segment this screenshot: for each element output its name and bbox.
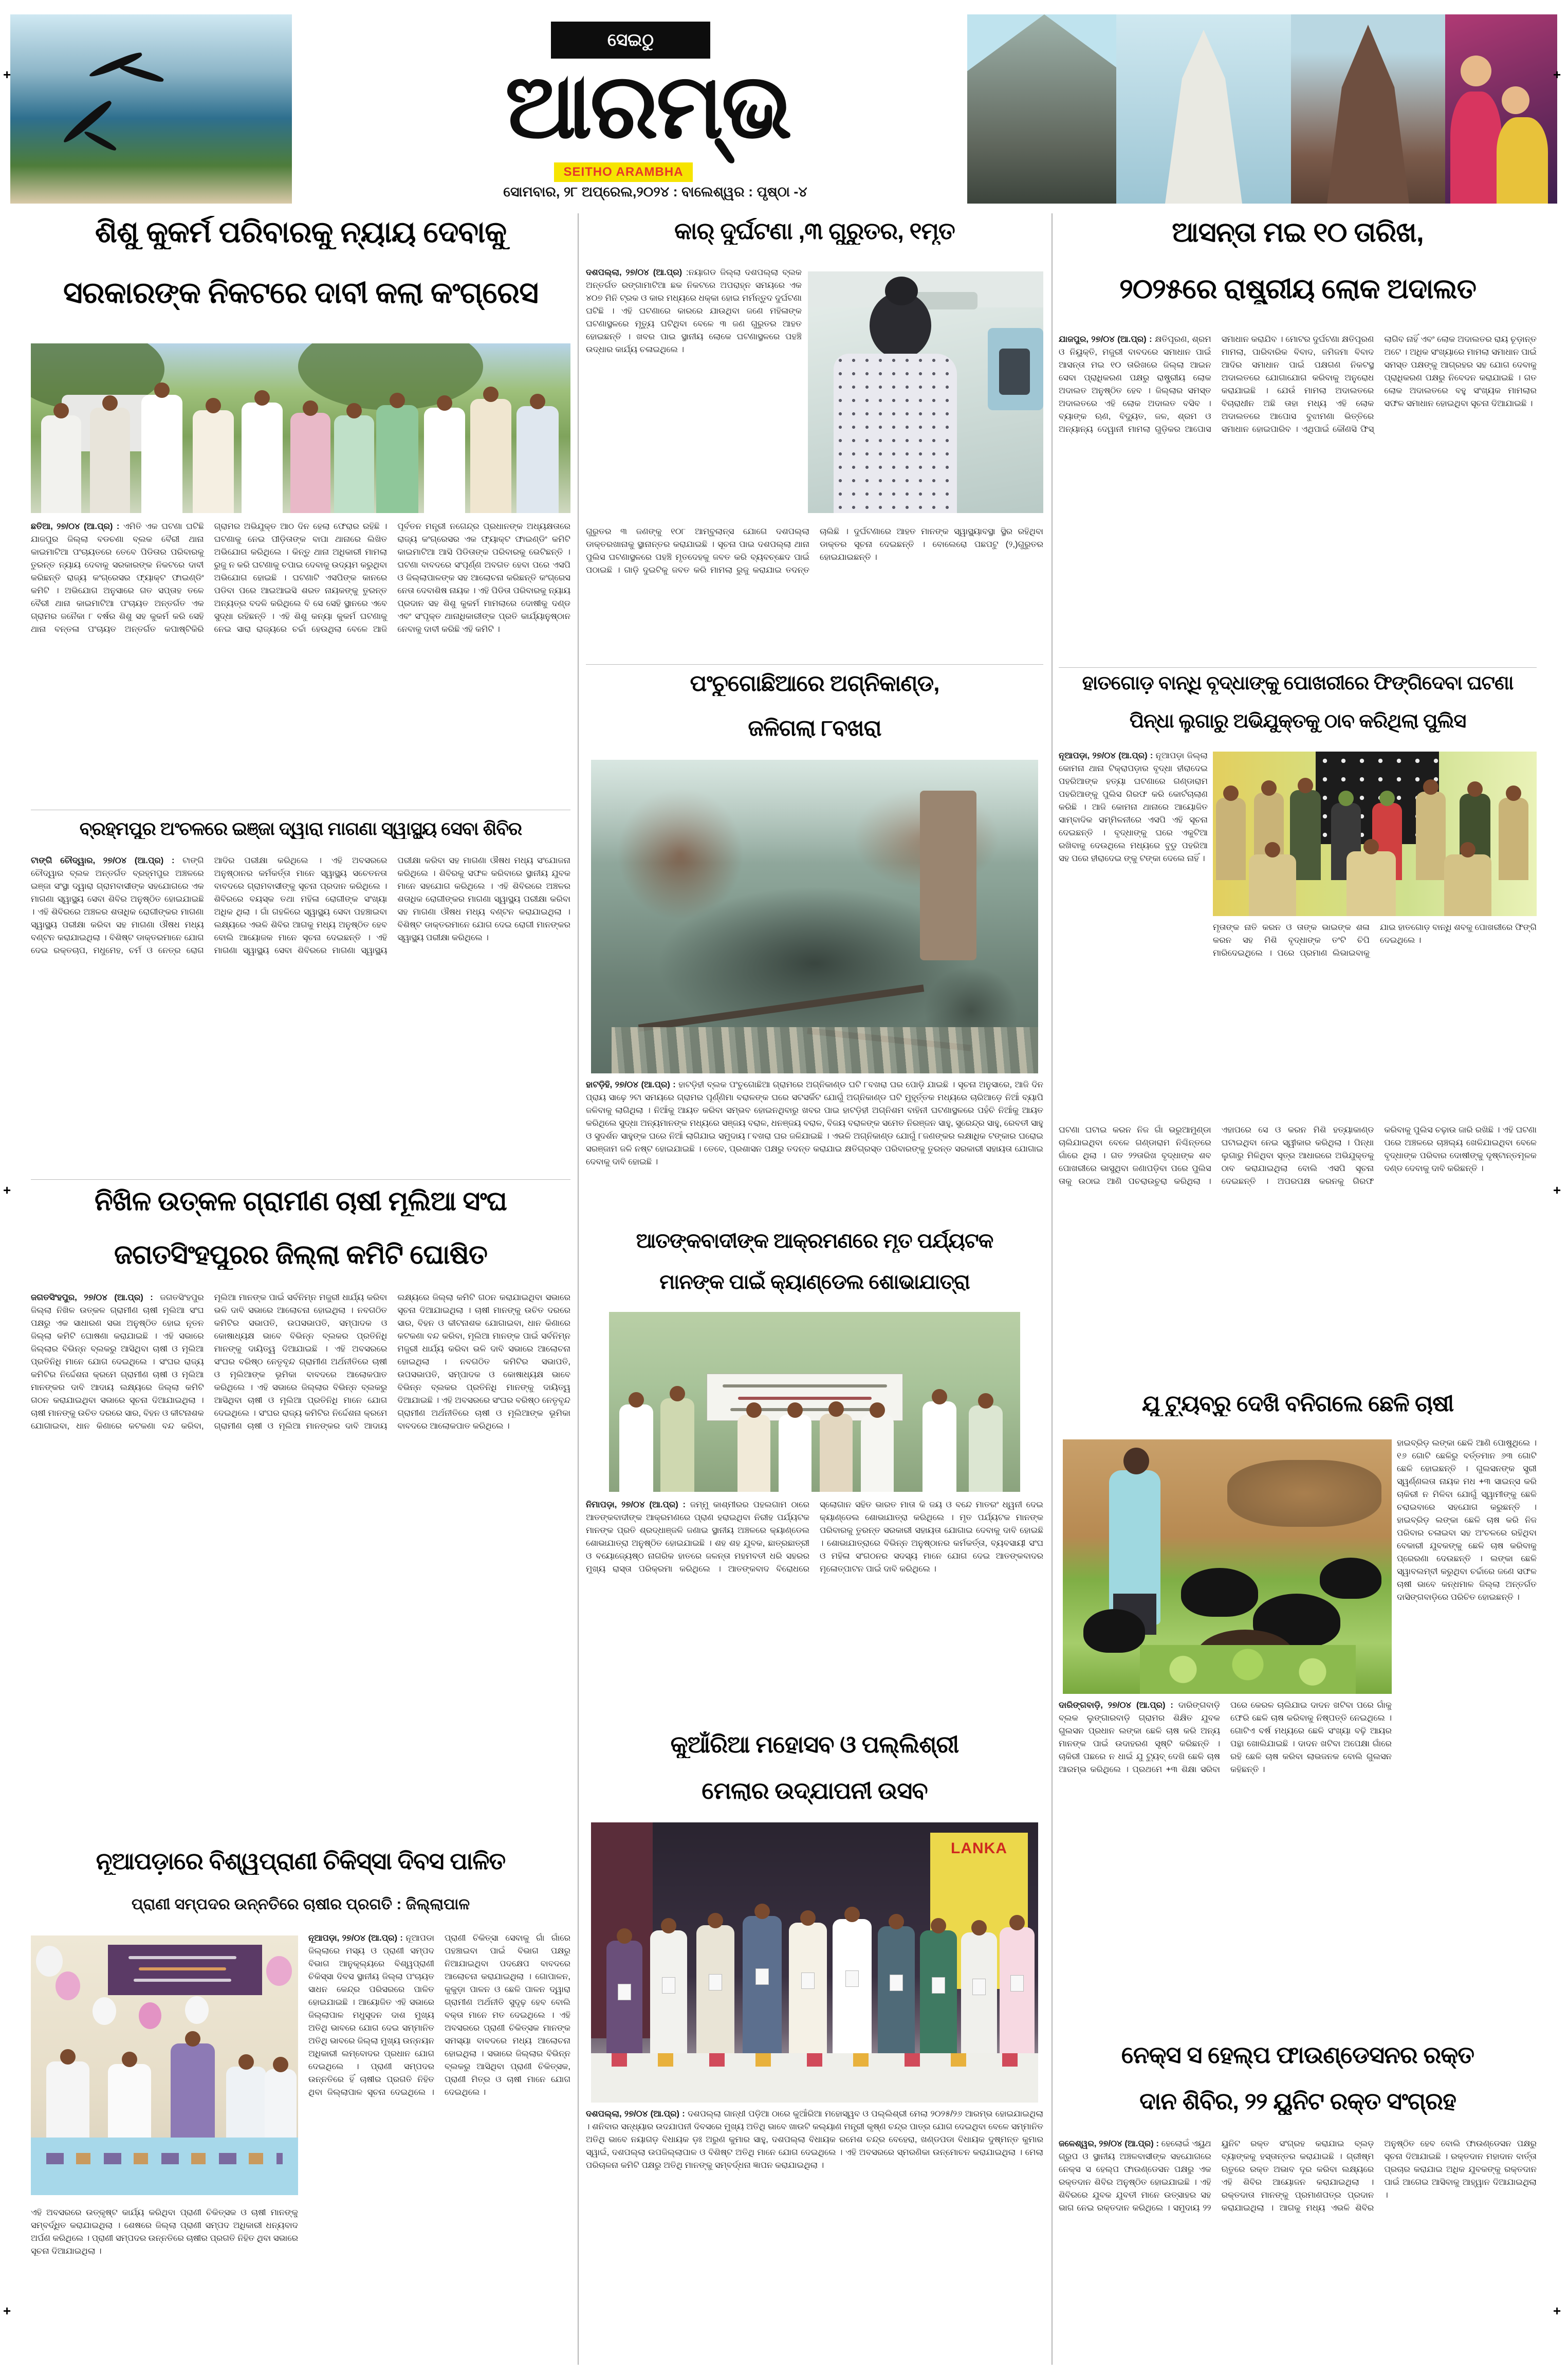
headline-congress-line1: ଶିଶୁ କୁକର୍ମ ପରିବାରକୁ ନ୍ୟାୟ ଦେବାକୁ: [95, 216, 507, 249]
subhead-vet-day: ପ୍ରାଣୀ ସମ୍ପଦର ଉନ୍ନତିରେ ଚାଷୀର ପ୍ରଗତି : ଜିଲ୍ଲାପାଳ: [131, 1896, 470, 1913]
person-figure: [516, 406, 559, 513]
person-figure: [606, 1941, 642, 2054]
body-text: ହାଟଡ଼ିହୀ ବ୍ଲକ ପଂଚୁଗୋଛିଆ ଗ୍ରାମରେ ଅଗ୍ନିକାଣ୍ଡ ଘଟି ୮ବଖରା ଘର ପୋଡ଼ି ଯାଇଛି । ସୂଚନା ଅନୁସାରେ, ଆଜି ଦିନ ପ୍ରାୟ ସାଢ଼େ ୨ଟା ସମୟରେ ଗ୍ରାମର ପୂର୍ଣ୍ଣିମା ବରାଳଙ୍କ ଘରେ ସଟସର୍କିଟ ଯୋଗୁଁ ଅଗ୍ନିକାଣ୍ଡ ଘଟି ମୁହୂର୍ତ୍ତକ ମଧ୍ୟରେ ଚାରିଆଡ଼େ ନିଆଁ ବ୍ୟାପି ଜଳିବାକୁ ଲାଗିଥିଲା । ନିଆଁକୁ ଆୟତ କରିବା ସମ୍ଭବ ହୋଇନଥିବାରୁ ଖବର ପାଇ ହାଟଡ଼ିହୀ ଅଗ୍ନିଶମ ବାହିନୀ ଘଟଣାସ୍ଥଳରେ ପହଁଚି ନିଆଁକୁ ଆୟତ କରିଥିଲେ ସୁଦ୍ଧା ଅନ୍ୟମାନଙ୍କ ମଧ୍ୟରେ ସଞ୍ଜୟ ବରାଳ, ଧନଞ୍ଜୟ ବରାଳ, ବିଜୟ ବରାଳଙ୍କ ସମେତ ନିରଞ୍ଜନ ସାହୁ, ସୁରେନ୍ଦ୍ର ସାହୁ, ରେବତୀ ସାହୁ ଓ ସୁଦର୍ଶନ ସାହୁଙ୍କ ଘରେ ନିଆଁ ଲାଗିଯାଇ ସମୁଦାୟ ୮ବଖରା ଘର ଜଳିଯାଇଛି । ଏଭଳି ଅଗ୍ନିକାଣ୍ଡ ଯୋଗୁଁ ୮ଜଣଙ୍କର ଲକ୍ଷାଧିକ ଟଙ୍କାର ଘରୋଇ ସରଞ୍ଜାମ ଜଳି ନଷ୍ଟ ହୋଇଯାଇଛି । ତେବେ, ପ୍ରଶାସନ ପକ୍ଷରୁ ତଦନ୍ତ କରାଯାଇ କ୍ଷତିଗ୍ରସ୍ତ ପରିବାରଙ୍କୁ ତୁରନ୍ତ ସରକାରୀ ସହାୟତା ଯୋଗାଇ ଦେବାକୁ ଦାବି ହୋଇଛି ।: [586, 1080, 1043, 1166]
seated-officer: [1444, 854, 1491, 916]
body-text: ଦଶପଲ୍ଲା ଗାନ୍ଧୀ ପଡ଼ିଆ ଠାରେ କୁଆଁରିଆ ମହୋସ୍ୱବ ଓ ପଲ୍ଲିଶ୍ରୀ ମେଲା ୨୦୨୫/୨୬ ଆରମ୍ଭ ହୋଇଯାଇଥିଲା । ଶନିବାର ସନ୍ଧ୍ୟାର ଉଦଯାପନୀ ଦିବସରେ ମୁଖ୍ୟ ଅତିଥି ଭାବେ ଖାଉଟି କଲ୍ୟାଣ ମନ୍ତ୍ରୀ କୃଷ୍ଣ ଚନ୍ଦ୍ର ପାତ୍ର ଯୋଗ ଦେଇଥିବା ବେଳେ ସମ୍ମାନିତ ଅତିଥି ଭାବେ ନୟାଗଡ଼ ବିଧାୟକ ଡ଼ଃ ଅରୁଣ କୁମାର ସାହୁ, ଦଶପଲ୍ଲା ବିଧାୟକ ରମେଶ ଚନ୍ଦ୍ର ବେହେରା, ଖଣ୍ଡପଡା ବିଧାୟକ ଦୁଷ୍ମନ୍ତ କୁମାର ସ୍ୱାଇଁ, ଦଶପଲ୍ଲା ଉପଜିଲ୍ଲାପାଳ ଓ ବିଶିଷ୍ଟ ଅତିଥି ମାନେ ଯୋଗ ଦେଇଥିଲେ । ଏହି ଅବସରରେ ସ୍ମରଣିକା ଉନ୍ମୋଚନ କରାଯାଇଥିଲା । ମେଲା ପରିଚାଳନା କମିଟି ପକ୍ଷରୁ ଅତିଥି ମାନଙ୍କୁ ସମ୍ବର୍ଦ୍ଧନା ଜ୍ଞାପନ କରାଯାଇଥିଲା ।: [586, 2109, 1043, 2170]
person-figure: [789, 1923, 827, 2054]
wall-pillar: [920, 791, 976, 960]
headline-murder-line1: ହାତଗୋଡ଼ ବାନ୍ଧି ବୃଦ୍ଧାଙ୍କୁ ପୋଖରୀରେ ଫିଙ୍ଗିଦେବା ଘଟଣା: [1082, 672, 1514, 694]
masthead-tagline-text: SEITHO ARAMBHA: [563, 165, 684, 179]
article-vet-day-body: [308, 1932, 570, 2366]
souvenir-book: [932, 1977, 945, 1994]
headline-mela-line1: କୁଆଁରିଆ ମହୋସବ ଓ ପଲ୍ଲିଶ୍ରୀ: [670, 1731, 959, 1758]
flower-bouquets: [612, 2053, 1018, 2067]
byline: ନିମାପଡ଼ା, ୨୭/୦୪ (ଆ.ପ୍ର) :: [586, 1500, 690, 1509]
banner: [108, 1945, 262, 1995]
headline-adalat-line1: ଆସନ୍ତା ମଇ ୧୦ ତାରିଖ,: [1172, 217, 1424, 248]
photo-candle-march: [609, 1312, 1020, 1492]
bird-icon: [61, 99, 114, 145]
person-figure: [424, 408, 465, 513]
souvenir-book: [890, 1975, 903, 1991]
dancer-dress: [1450, 92, 1502, 204]
person-figure: [920, 1930, 957, 2054]
person-figure: [833, 1919, 872, 2054]
photo-burnt-house: [591, 760, 1038, 1073]
photo-goat-farmer: [1063, 1439, 1392, 1694]
person-figure: [242, 403, 283, 513]
person-figure: [779, 1415, 811, 1492]
article-murder-bodyA: [1213, 921, 1537, 1119]
article-goat-body: [1059, 1699, 1392, 2033]
temple-photo: [1291, 14, 1445, 204]
goat: [1083, 1609, 1145, 1653]
person-figure: [41, 415, 81, 513]
masthead-topper-text: ସେଇଠୁ: [607, 30, 654, 50]
headline-fire-line1: ପଂଚୁଗୋଛିଆରେ ଅଗ୍ନିକାଣ୍ଡ,: [690, 671, 939, 696]
patient-woman-body: [834, 354, 957, 513]
headline-congress-line2: ସରକାରଙ୍କ ନିକଟରେ ଦାବୀ କଲା କଂଗ୍ରେସ: [63, 277, 539, 309]
byline: ନୂଆପଡ଼ା, ୨୭/୦୪ (ଆ.ପ୍ର) :: [1059, 751, 1156, 760]
person-figure: [619, 1404, 653, 1492]
headline-goat-farmer: ଯୁ ଟ୍ୟୁବ୍ରୁ ଦେଖି ବନିଗଲେ ଛେଳି ଚାଷୀ: [1141, 1391, 1454, 1416]
charred-beam: [638, 984, 924, 1032]
debris: [612, 1027, 1038, 1073]
registration-mark: +: [1553, 2303, 1561, 2318]
balloon: [56, 1971, 80, 2000]
article-vet-day-body-bottom: [31, 2206, 298, 2361]
souvenir-book: [845, 1970, 859, 1987]
body-text: ଟାଙ୍ଗି ଚୌଦ୍ୱାର ବ୍ଲକ ଅନ୍ତର୍ଗତ ବ୍ରହ୍ମପୁର ଅଞ୍ଚଳରେ ଇଞ୍ଜା ସଂସ୍ଥା ଦ୍ୱାରା ଗ୍ରାମବାସୀଙ୍କ ସହଯୋଗରେ ଏକ ମାଗଣା ସ୍ୱାସ୍ଥ୍ୟ ସେବା ଶିବିର ଅନୁଷ୍ଠିତ ହୋଇଯାଇଛି । ଏହି ଶିବିରରେ ଅଞ୍ଚଳର ଶତାଧିକ ରୋଗୀଙ୍କର ମାଗଣା ସ୍ୱାସ୍ଥ୍ୟ ପରୀକ୍ଷା କରିବା ସହ ମାଗଣା ଔଷଧ ମଧ୍ୟ ବଣ୍ଟନ କରାଯାଇଥିଲା । ବିଶିଷ୍ଟ ଡାକ୍ତରମାନେ ଯୋଗ ଦେଇ ରକ୍ତଚାପ, ମଧୁମେହ, ଚର୍ମ ଓ ନେତ୍ର ରୋଗ ଆଦିର ପରୀକ୍ଷା କରିଥିଲେ । ଏହି ଅବସରରେ ଅନୁଷ୍ଠାନର କର୍ମକର୍ତ୍ତା ମାନେ ସ୍ୱାସ୍ଥ୍ୟ ସଚେତନତା ବାବଦରେ ଗ୍ରାମବାସୀଙ୍କୁ ସୂଚନା ପ୍ରଦାନ କରିଥିଲେ । ଶିବିରରେ ବୟସ୍କ ତଥା ମହିଳା ରୋଗୀଙ୍କ ସଂଖ୍ୟା ଅଧିକ ଥିଲା । ଗାଁ ଗହଳିରେ ସ୍ୱାସ୍ଥ୍ୟ ସେବା ପହଞ୍ଚାଇବା ଲକ୍ଷ୍ୟରେ ଏଭଳି ଶିବିର ଆଗକୁ ମଧ୍ୟ ଅନୁଷ୍ଠିତ ହେବ ବୋଲି ଆୟୋଜକ ମାନେ ସୂଚନା ଦେଇଛନ୍ତି । ଏହି ମାଗଣା ସ୍ୱାସ୍ଥ୍ୟ ସେବା ଶିବିରରେ ମାଗଣା ସ୍ୱାସ୍ଥ୍ୟ ପରୀକ୍ଷା କରିବା ସହ ମାଗଣା ଔଷଧ ମଧ୍ୟ ସଂଯୋଜନା କରିଥିଲେ । ଶିବିରକୁ ସଫଳ କରିବାରେ ସ୍ଥାନୀୟ ଯୁବକ ମାନେ ସହଯୋଗ କରିଥିଲେ । ଏହି ଶିବିରରେ ଅଞ୍ଚଳର ଶତାଧିକ ରୋଗୀଙ୍କର ମାଗଣା ସ୍ୱାସ୍ଥ୍ୟ ପରୀକ୍ଷା କରିବା ସହ ମାଗଣା ଔଷଧ ମଧ୍ୟ ବଣ୍ଟନ କରାଯାଇଥିଲା । ବିଶିଷ୍ଟ ଡାକ୍ତରମାନେ ଯୋଗ ଦେଇ ରୋଗୀ ମାନଙ୍କର ସ୍ୱାସ୍ଥ୍ୟ ପରୀକ୍ଷା କରିଥିଲେ ।: [31, 856, 570, 955]
headline-fire-line2: ଜଳିଗଲା ୮ବଖରା: [748, 716, 881, 741]
person-figure: [961, 1932, 997, 2054]
person-figure: [878, 1926, 915, 2054]
person-figure: [650, 1930, 687, 2054]
byline: ଦଶପଲ୍ଲା, ୨୭/୦୪ (ଆ.ପ୍ର): [586, 268, 686, 277]
souvenir-book: [801, 1973, 815, 1989]
temple-spire: [1165, 30, 1242, 204]
balloon: [266, 1956, 292, 1986]
rocks: [1227, 1460, 1381, 1527]
newspaper-logo-text: ଆରମ୍ଭ: [505, 57, 790, 157]
person-figure: [334, 415, 374, 513]
article-car-accident-lead: [586, 266, 802, 522]
headline-farmer-union-line1: ନିଖିଳ ଉତ୍କଳ ଗ୍ରାମୀଣ ଚାଷୀ ମୂଲିଆ ସଂଘ: [95, 1186, 507, 1216]
headline-blood-line2: ଦାନ ଶିବିର, ୨୨ ୟୁନିଟ ରକ୍ତ ସଂଗ୍ରହ: [1139, 2088, 1456, 2114]
photo-vet-day-meeting: [31, 1935, 298, 2195]
article-health-camp-body: [31, 854, 570, 1174]
body-text: ଦାରିଙ୍ଗବାଡ଼ି ବ୍ଲକ ଲୁଙ୍ଗାରବାଡ଼ି ଗ୍ରାମର ଶିକ୍ଷିତ ଯୁବକ ଗୁଲସନ ପ୍ରଧାନ ଲଙ୍କା ଛେଳି ଚାଷ କରି ଅନ୍ୟ ମାନଙ୍କ ପାଇଁ ଉଦାହରଣ ସୃଷ୍ଟି କରିଛନ୍ତି । ଚାକିରୀ ପଛରେ ନ ଧାଇଁ ଯୁ ଟ୍ୟୁବ୍ ଦେଖି ଛେଳି ଚାଷ ଆରମ୍ଭ କରିଥିଲେ । ପ୍ରଥମେ +୩ ଶିକ୍ଷା ସରିବା ପରେ କେରଳ ଚାଲିଯାଇ ଦାଦନ ଖଟିବା ପରେ ଗାଁକୁ ଫେରି ଛେଳି ଚାଷ କରିବାକୁ ନିଷ୍ପତ୍ତି ନେଇଥିଲେ । ଗୋଟିଏ ବର୍ଷ ମଧ୍ୟରେ ଛେଳି ସଂଖ୍ୟା ବଢ଼ି ଆୟର ପନ୍ଥା ଖୋଲିଯାଇଛି । ଦାଦନ ଖଟିବା ଅପେକ୍ଷା ଗାଁରେ ରହି ଛେଳି ଚାଷ କରିବା ଲାଭଜନକ ବୋଲି ଗୁଲସନ କହିଛନ୍ତି ।: [1059, 1701, 1392, 1774]
person-figure: [46, 2061, 89, 2139]
seated-officer: [1249, 854, 1296, 916]
body-text: ଏହି ଅବସରରେ ଉତ୍କୃଷ୍ଟ କାର୍ଯ୍ୟ କରିଥିବା ପ୍ରାଣୀ ଚିକିତ୍ସକ ଓ ଚାଷୀ ମାନଙ୍କୁ ସମ୍ବର୍ଦ୍ଧିତ କରାଯାଇଥିଲା । ଶେଷରେ ଜିଲ୍ଲା ପ୍ରାଣୀ ସମ୍ପଦ ଅଧିକାରୀ ଧନ୍ୟବାଦ ଅର୍ପଣ କରିଥିଲେ । ପ୍ରାଣୀ ସମ୍ପଦର ଉନ୍ନତିରେ ଚାଷୀର ପ୍ରଗତି ନିହିତ ଥିବା ସଭାରେ ସୂଚନା ଦିଆଯାଇଥିଲା ।: [31, 2208, 298, 2256]
byline: ହାଟଡ଼ିହି, ୨୭/୦୪ (ଆ.ପ୍ର) :: [586, 1080, 679, 1089]
article-murder-body: [1059, 1124, 1537, 1383]
goat: [1181, 1568, 1258, 1617]
photo-mela-stage: [591, 1822, 1038, 2103]
registration-mark: +: [3, 2303, 11, 2318]
photo-ambulance-interior: [808, 271, 1043, 513]
article-congress-body: [31, 520, 570, 804]
masthead-left-photo-montage: [10, 14, 292, 204]
souvenir-book: [709, 1974, 722, 1990]
section-rule: [1059, 667, 1537, 668]
person-figure: [1000, 1927, 1035, 2054]
body-text: ଏମିତି ଏକ ଘଟଣା ଘଟିଛି ଯାଜପୁର ଜିଲ୍ଲା ବଡଚଣା ବ୍ଲକ ବୈରୀ ଥାନା କାଇମାଟିଆ ପଂଚାୟତରେ ତେବେ ପିଡିତାର ପରିବାରକୁ ତୁରନ୍ତ ନ୍ୟାୟ ଦେବାକୁ ସରକାରଙ୍କ ନିକଟରେ ଦାବୀ କରିଛନ୍ତି ରାଜ୍ୟ କଂଗ୍ରେସର ଫ୍ୟାକ୍ଟ ଫାଇଣ୍ଡିଂ କମିଟି । ଅଭିଯୋଗ ଅନୁସାରେ ଗତ ସପ୍ତାହ ତଳେ ବୈରୀ ଥାନା କାଇମାଟିଆ ପଂଚାୟତ ଅନ୍ତର୍ଗତ ଏକ ଗ୍ରାମର ଜନୈକା ୮ ବର୍ଷର ଶିଶୁ ସହ କୁକର୍ମ କରି ସେହି ଥାନା ବନ୍ତଳା ପଂଚାୟତ ଅନ୍ତର୍ଗତ କପାଷ୍ଟିକିରି ଗ୍ରାମର ଅଭିଯୁକ୍ତ ଆଠ ଦିନ ହେଲା ଫେରାର ରହିଛି । ଘଟଣାକୁ ନେଇ ପୀଡ଼ିତାଙ୍କ ବାପା ଥାନାରେ ଲିଖିତ ଅଭିଯୋଗ କରିଥିଲେ । କିନ୍ତୁ ଥାନା ଅଧିକାରୀ ମାମଲା ରୁଜୁ ନ କରି ଘଟଣାକୁ ଚପାଇ ଦେବାକୁ ଉଦ୍ୟମ କରୁଥିବା ଅଭିଯୋଗ ହୋଇଛି । ଘଟଣାଟି ଏସପିଙ୍କ କାନରେ ପଡିବା ପରେ ଆଇଆଇସି ଶରତ ନାୟକଙ୍କୁ ତୁରନ୍ତ ଅନ୍ୟତ୍ର ବଦଳି କରିଥିଲେ ବି ସେ ସେହି ସ୍ଥାନରେ ଏବେ ସୁଦ୍ଧା ରହିଛନ୍ତି । ଏହି ଶିଶୁ କନ୍ୟା କୁକର୍ମ ଘଟଣାକୁ ନେଇ ସାରା ରାଜ୍ୟରେ ଚର୍ଚ୍ଚା ହେଉଥିଲା ବେଳେ ଆଜି ପୂର୍ବତନ ମନ୍ତ୍ରୀ ନଗେନ୍ଦ୍ର ପ୍ରଧାନଙ୍କ ଅଧ୍ୟକ୍ଷତାରେ ରାଜ୍ୟ କଂଗ୍ରେସର ଏକ ଫ୍ୟାକ୍ଟ ଫାଇଣ୍ଡିଂ କମିଟି କାଇମାଟିଆ ଆସି ପିଡିତାଙ୍କ ପରିବାରକୁ ଭେଟିଛନ୍ତି । ଘଟଣା ବାବଦରେ ସଂପୂର୍ଣ୍ଣ ଅବଗତ ହେବା ପରେ ଏସପି ଓ ଜିଲ୍ଲାପାଳଙ୍କ ସହ ଆଲୋଚନା କରିଛନ୍ତି କଂଗ୍ରେସ ନେତା ଦେବାଶିଷ ନାୟକ । ଏହି ପିଡିତା ପରିବାରକୁ ନ୍ୟାୟ ପ୍ରଦାନ ସହ ଶିଶୁ କୁକର୍ମ ମାମଲାରେ ଦୋଷୀକୁ ଦଣ୍ଡ ଏବଂ ସଂପୃକ୍ତ ଥାନାଧିକାରୀଙ୍କ ପ୍ରତି କାର୍ଯ୍ୟାନୁଷ୍ଠାନ ନେବାକୁ ଦାବୀ କରିଛି ଏହି କମିଟି ।: [31, 522, 570, 634]
registration-mark: +: [1553, 67, 1561, 82]
person-figure: [290, 413, 330, 513]
byline: ନୂଆପଡ଼ା, ୨୭/୦୪ (ଆ.ପ୍ର) :: [308, 1933, 406, 1943]
bird-icon: [118, 63, 164, 84]
foliage: [1140, 1645, 1356, 1694]
stage-banner-text: LANKA: [951, 1840, 1007, 1857]
person-figure: [743, 1916, 782, 2054]
byline: ଦଶପଲ୍ଲା, ୨୭/୦୪ (ଆ.ପ୍ର) :: [586, 2109, 688, 2119]
byline: ଟାଙ୍ଗି ଚୌଦ୍ୱାର, ୨୭/୦୪ (ଆ.ପ୍ର) :: [31, 856, 183, 865]
souvenir-book: [755, 1968, 769, 1985]
body-text: :ନୟାଗଡ ଜିଲ୍ଲା ଦଶପଲ୍ଲା ବ୍ଲକ ଅନ୍ତର୍ଗତ ରଙ୍ଗାମାଟିଆ ଛକ ନିକଟରେ ଅପରାହ୍ନ ସମୟରେ ଏକ ୪୦୭ ମିନି ଟ୍ରକ ଓ କାର ମଧ୍ୟରେ ଧକ୍କା ହୋଇ ମର୍ମନ୍ତୁଦ ଦୁର୍ଘଟଣା ଘଟିଛି । ଏହି ଘଟଣାରେ କାରରେ ଯାଉଥିବା ଜଣେ ମହିଳାଙ୍କ ଘଟଣାସ୍ଥଳରେ ମୃତ୍ୟୁ ଘଟିଥିବା ବେଳେ ୩ ଜଣ ଗୁରୁତର ଆହତ ହୋଇଛନ୍ତି । ଖବର ପାଇ ସ୍ଥାନୀୟ ଲୋକେ ଘଟଣାସ୍ଥଳରେ ପହଞ୍ଚି ଉଦ୍ଧାର କାର୍ଯ୍ୟ ଚଳାଇଥିଲେ ।: [586, 268, 802, 354]
body-text: ଘଟଣା ଘଟାଇ କରନ ନିଜ ଗାଁ ଭରୁଆମୁଣ୍ଡା ଚାଲିଯାଇଥିବା ବେଳେ ଗଣ୍ଡାରାମ ନିଶ୍ଚିନ୍ତରେ ଗାଁରେ ଥିଲା । ଗତ ୨୨ତାରିଖ ବୃଦ୍ଧାଙ୍କ ଶବ ପୋଖରୀରେ ଭାସୁଥିବା ଜଣାପଡ଼ିବା ପରେ ପୁଲିସ ତାକୁ ଉଠାଇ ଆଣି ପଚରାଉଚୁରା କରିଥିଲା । ଏହାପରେ ସେ ଓ କରନ ମିଶି ହତ୍ୟାକାଣ୍ଡ ଘଟାଇଥିବା ନେଇ ସ୍ୱୀକାର କରିଥିଲା । ପିନ୍ଧା ଲୁଗାରୁ ମିଳିଥିବା ସୂତ୍ର ଆଧାରରେ ଅଭିଯୁକ୍ତକୁ ଠାବ କରାଯାଇଥିଲା ବୋଲି ଏସପି ସୂଚନା ଦେଇଛନ୍ତି । ଅପରପକ୍ଷ କରନକୁ ଗିରଫ କରିବାକୁ ପୁଲିସ ଚଢ଼ାଉ ଜାରି ରଖିଛି । ଏହି ଘଟଣା ପରେ ଅଞ୍ଚଳରେ ଚାଞ୍ଚଲ୍ୟ ଖେଳିଯାଇଥିବା ବେଳେ ବୃଦ୍ଧାଙ୍କ ପରିବାର ଦୋଷୀଙ୍କୁ ଦୃଷ୍ଟାନ୍ତମୂଳକ ଦଣ୍ଡ ଦେବାକୁ ଦାବି କରିଛନ୍ତି ।: [1059, 1125, 1537, 1186]
equipment: [999, 349, 1030, 395]
body-text: ଜଗତସିଂହପୁର ଜିଲ୍ଲା ନିଖିଳ ଉତ୍କଳ ଗ୍ରାମୀଣ ଚାଷୀ ମୂଲିଆ ସଂଘ ପକ୍ଷରୁ ଏକ ସାଧାରଣ ସଭା ଅନୁଷ୍ଠିତ ହୋଇ ନୂତନ ଜିଲ୍ଲା କମିଟି ଘୋଷଣା କରାଯାଇଛି । ଏହି ସଭାରେ ଜିଲ୍ଲାର ବିଭିନ୍ନ ବ୍ଲକରୁ ଆସିଥିବା ଚାଷୀ ଓ ମୂଲିଆ ପ୍ରତିନିଧି ମାନେ ଯୋଗ ଦେଇଥିଲେ । ସଂଘର ରାଜ୍ୟ କମିଟିର ନିର୍ଦ୍ଦେଶନା କ୍ରମେ ଗ୍ରାମୀଣ ଚାଷୀ ଓ ମୂଲିଆ ମାନଙ୍କର ଦାବି ଆଦାୟ ଲକ୍ଷ୍ୟରେ ଜିଲ୍ଲା କମିଟି ଗଠନ କରାଯାଇଥିବା ସଭାରେ ସୂଚନା ଦିଆଯାଇଥିଲା । ଚାଷୀ ମାନଙ୍କୁ ଉଚିତ ଦରରେ ସାର, ବିହନ ଓ କୀଟନାଶକ ଯୋଗାଇବା, ଧାନ କିଣାରେ କଟକଣା ବନ୍ଦ କରିବା, ମୂଲିଆ ମାନଙ୍କ ପାଇଁ ସର୍ବନିମ୍ନ ମଜୁରୀ ଧାର୍ଯ୍ୟ କରିବା ଭଳି ଦାବି ସଭାରେ ଆଲୋଚନା ହୋଇଥିଲା । ନବଗଠିତ କମିଟିର ସଭାପତି, ଉପସଭାପତି, ସମ୍ପାଦକ ଓ କୋଷାଧ୍ୟକ୍ଷ ଭାବେ ବିଭିନ୍ନ ବ୍ଲକର ପ୍ରତିନିଧି ମାନଙ୍କୁ ଦାୟିତ୍ୱ ଦିଆଯାଇଛି । ଏହି ଅବସରରେ ସଂଘର ବରିଷ୍ଠ ନେତୃବୃନ୍ଦ ଗ୍ରାମୀଣ ଅର୍ଥନୀତିରେ ଚାଷୀ ଓ ମୂଲିଆଙ୍କ ଭୂମିକା ବାବଦରେ ଆଲୋକପାତ କରିଥିଲେ । ଏହି ସଭାରେ ଜିଲ୍ଲାର ବିଭିନ୍ନ ବ୍ଲକରୁ ଆସିଥିବା ଚାଷୀ ଓ ମୂଲିଆ ପ୍ରତିନିଧି ମାନେ ଯୋଗ ଦେଇଥିଲେ । ସଂଘର ରାଜ୍ୟ କମିଟିର ନିର୍ଦ୍ଦେଶନା କ୍ରମେ ଗ୍ରାମୀଣ ଚାଷୀ ଓ ମୂଲିଆ ମାନଙ୍କର ଦାବି ଆଦାୟ ଲକ୍ଷ୍ୟରେ ଜିଲ୍ଲା କମିଟି ଗଠନ କରାଯାଇଥିବା ସଭାରେ ସୂଚନା ଦିଆଯାଇଥିଲା । ଚାଷୀ ମାନଙ୍କୁ ଉଚିତ ଦରରେ ସାର, ବିହନ ଓ କୀଟନାଶକ ଯୋଗାଇବା, ଧାନ କିଣାରେ କଟକଣା ବନ୍ଦ କରିବା, ମୂଲିଆ ମାନଙ୍କ ପାଇଁ ସର୍ବନିମ୍ନ ମଜୁରୀ ଧାର୍ଯ୍ୟ କରିବା ଭଳି ଦାବି ସଭାରେ ଆଲୋଚନା ହୋଇଥିଲା । ନବଗଠିତ କମିଟିର ସଭାପତି, ଉପସଭାପତି, ସମ୍ପାଦକ ଓ କୋଷାଧ୍ୟକ୍ଷ ଭାବେ ବିଭିନ୍ନ ବ୍ଲକର ପ୍ରତିନିଧି ମାନଙ୍କୁ ଦାୟିତ୍ୱ ଦିଆଯାଇଛି । ଏହି ଅବସରରେ ସଂଘର ବରିଷ୍ଠ ନେତୃବୃନ୍ଦ ଗ୍ରାମୀଣ ଅର୍ଥନୀତିରେ ଚାଷୀ ଓ ମୂଲିଆଙ୍କ ଭୂମିକା ବାବଦରେ ଆଲୋକପାତ କରିଥିଲେ ।: [31, 1293, 570, 1431]
person-figure: [696, 1925, 734, 2054]
person-figure: [923, 1401, 956, 1492]
article-car-accident-body: [586, 525, 1043, 660]
byline: ଦାରିଙ୍ଗବାଡ଼ି, ୨୭/୦୪ (ଆ.ପ୍ର) :: [1059, 1701, 1178, 1710]
souvenir-book: [972, 1979, 986, 1995]
balloon: [36, 1946, 63, 1977]
body-text: କ୍ଷତିପୂରଣ, ଶ୍ରମ ଓ ନିୟୁକ୍ତି, ମଜୁରୀ ବାବଦରେ ସମାଧାନ ପାଇଁ ଆସନ୍ତା ମଇ ୧୦ ତାରିଖରେ ଜିଲ୍ଲା ଆଇନ ସେବା ପ୍ରାଧିକରଣ ପକ୍ଷରୁ ରାଷ୍ଟ୍ରୀୟ ଲୋକ ଅଦାଲତ ଅନୁଷ୍ଠିତ ହେବ । ଜିଲ୍ଲାର ସମସ୍ତ ଅଦାଲତରେ ଏହି ଲୋକ ଅଦାଲତ ବସିବ । ବ୍ୟାଙ୍କ ଋଣ, ବିଦ୍ୟୁତ, ଜଳ, ଶ୍ରମ ଓ ଅନ୍ୟାନ୍ୟ ଦେୱାନୀ ମାମଲା ଗୁଡ଼ିକର ଆପୋସ ସମାଧାନ କରାଯିବ । ମୋଟର ଦୁର୍ଘଟଣା କ୍ଷତିପୂରଣ ମାମଲା, ପାରିବାରିକ ବିବାଦ, ଜମିଜମା ବିବାଦ ଆଦିର ସମାଧାନ ପାଇଁ ପକ୍ଷଗଣ ନିକଟସ୍ଥ ଅଦାଲତରେ ଯୋଗାଯୋଗ କରିବାକୁ ଅନୁରୋଧ କରାଯାଇଛି । ଯେଉଁ ମାମଲା ଅଦାଲତରେ ବିଚାରାଧୀନ ଅଛି ତାହା ମଧ୍ୟ ଏହି ଲୋକ ଅଦାଲତରେ ଆପୋସ ବୁଝାମଣା ଭିତ୍ତିରେ ସମାଧାନ ହୋଇପାରିବ । ଏଥିପାଇଁ କୌଣସି ଫିସ୍ ଲାଗିବ ନାହିଁ ଏବଂ ଲୋକ ଅଦାଲତର ରାୟ ଚୂଡ଼ାନ୍ତ ଅଟେ । ଅଧିକ ସଂଖ୍ୟାରେ ମାମଲା ସମାଧାନ ପାଇଁ ସମସ୍ତ ପକ୍ଷଙ୍କୁ ଆଗ୍ରହର ସହ ଯୋଗ ଦେବାକୁ ପ୍ରାଧିକରଣ ପକ୍ଷରୁ ନିବେଦନ କରାଯାଇଛି । ଗତ ଲୋକ ଅଦାଲତରେ ବହୁ ସଂଖ୍ୟକ ମାମଲାର ସଫଳ ସମାଧାନ ହୋଇଥିବା ସୂଚନା ଦିଆଯାଇଛି ।: [1059, 335, 1537, 434]
person-figure: [969, 1405, 1003, 1492]
registration-mark: +: [3, 1182, 11, 1198]
headline-car-accident: କାର୍ ଦୁର୍ଘଟଣା ,୩ ଗୁରୁତର, ୧ମୃତ: [674, 218, 955, 244]
headline-health-camp: ବ୍ରହ୍ମପୁର ଅଂଚଳରେ ଇଞ୍ଜା ଦ୍ୱାରା ମାଗଣା ସ୍ୱାସ୍ଥ୍ୟ ସେବା ଶିବିର: [79, 818, 522, 839]
article-goat-lead: [1397, 1437, 1537, 2033]
person-figure: [171, 2043, 215, 2139]
souvenir-book: [662, 1977, 675, 1994]
body-text: ନୂଆପଡା ଜିଲ୍ଲାରେ ମସ୍ୟ ଓ ପ୍ରାଣୀ ସମ୍ପଦ ବିଭାଗ ଆନୁକୂଲ୍ୟରେ ବିଶ୍ୱପ୍ରାଣୀ ଚିକିସ୍ସା ଦିବସ ସ୍ଥାନୀୟ ଜିଲ୍ଲା ପଂଚାୟତ ସାଧନ କେନ୍ଦ୍ର ପରିସରରେ ପାଳିତ ହୋଇଯାଇଛି । ଆୟୋଜିତ ଏହି ସଭାରେ ଜିଲ୍ଲାପାଳ ମଧୁସୂଦନ ଦାଶ ମୁଖ୍ୟ ଅତିଥି ଭାବରେ ଯୋଗ ଦେଇ ସମ୍ମାନିତ ଅତିଥି ଭାବରେ ଜିଲ୍ଲା ମୁଖ୍ୟ ଉନ୍ନୟନ ଅଧିକାରୀ ଲମ୍ବୋଦର ପ୍ରଧାନ ଯୋଗ ଦେଇଥିଲେ । ପ୍ରାଣୀ ସମ୍ପଦର ଉନ୍ନତିରେ ହିଁ ଚାଷୀର ପ୍ରଗତି ନିହିତ ଥିବା ଜିଲ୍ଲାପାଳ ସୂଚନା ଦେଇଥିଲେ । ପ୍ରାଣୀ ଚିକିତ୍ସା ସେବାକୁ ଗାଁ ଗାଁରେ ପହଞ୍ଚାଇବା ପାଇଁ ବିଭାଗ ପକ୍ଷରୁ ନିଆଯାଇଥିବା ପଦକ୍ଷେପ ବାବଦରେ ଆଲୋଚନା କରାଯାଇଥିଲା । ଗୋପାଳନ, କୁକୁଡ଼ା ପାଳନ ଓ ଛେଳି ପାଳନ ଦ୍ୱାରା ଗ୍ରାମୀଣ ଅର୍ଥନୀତି ସୁଦୃଢ଼ ହେବ ବୋଲି ବକ୍ତା ମାନେ ମତ ଦେଇଥିଲେ । ଏହି ଅବସରରେ ପ୍ରାଣୀ ଚିକିତ୍ସକ ମାନଙ୍କ ସମସ୍ୟା ବାବଦରେ ମଧ୍ୟ ଆଲୋଚନା ହୋଇଥିଲା । ସଭାରେ ଜିଲ୍ଲାର ବିଭିନ୍ନ ବ୍ଲକରୁ ଆସିଥିବା ପ୍ରାଣୀ ଚିକିତ୍ସକ, ପ୍ରାଣୀ ମିତ୍ର ଓ ଚାଷୀ ମାନେ ଯୋଗ ଦେଇଥିଲେ ।: [308, 1933, 570, 2097]
byline: ଛତିଆ, ୨୭/୦୪ (ଆ.ପ୍ର) :: [31, 522, 123, 531]
byline: ଯାଜପୁର, ୨୭/୦୪ (ଆ.ପ୍ର) :: [1059, 335, 1155, 344]
police-officer: [1416, 792, 1446, 880]
byline: ଜଗତସିଂହପୁର, ୨୭/୦୪ (ଆ.ପ୍ର) :: [31, 1293, 160, 1302]
section-rule: [31, 1179, 570, 1180]
police-officer: [1499, 798, 1528, 880]
newspaper-logo: [493, 51, 802, 162]
person-figure: [265, 2069, 297, 2139]
article-candle-body: [586, 1499, 1043, 1725]
article-blood-body: [1059, 2138, 1537, 2365]
masthead-tagline: [554, 162, 693, 182]
headline-vet-day: ନୂଆପଡ଼ାରେ ବିଶ୍ୱପ୍ରାଣୀ ଚିକିସ୍ସା ଦିବସ ପାଳିତ: [96, 1848, 506, 1874]
person-figure: [470, 399, 511, 513]
headline-blood-line1: ନେକ୍ସ ସ ହେଲ୍ପ ଫାଉଣ୍ଡେସନର ରକ୍ତ: [1121, 2042, 1474, 2068]
person-figure: [820, 1414, 853, 1492]
person-figure: [90, 408, 130, 513]
patient-woman-bun: [885, 277, 918, 305]
goat: [1320, 1558, 1381, 1599]
person-figure: [108, 2064, 151, 2139]
headline-farmer-union-line2: ଜଗତସିଂହପୁରର ଜିଲ୍ଲା କମିଟି ଘୋଷିତ: [114, 1240, 487, 1270]
registration-mark: +: [1553, 1182, 1561, 1198]
table-items: [46, 2153, 283, 2164]
person-figure: [226, 2067, 266, 2139]
dancer-figure: [1461, 56, 1491, 86]
seated-officer: [1346, 851, 1396, 916]
dancer-dress: [1497, 117, 1548, 204]
temple-spire: [1327, 25, 1409, 204]
photo-police-arrest: [1213, 752, 1537, 916]
column-divider: [578, 213, 579, 2365]
police-officer: [1216, 798, 1246, 880]
body-text: ଗୁରୁତର ୩ ଜଣଙ୍କୁ ୧୦୮ ଆମ୍ବୁଲାନ୍ସ ଯୋଗେ ଦଶପଲ୍ଲା ଡାକ୍ତରଖାନାକୁ ସ୍ଥାନାନ୍ତର କରାଯାଇଛି । ସୂଚନା ପାଇ ଦଶପଲ୍ଲା ଥାନା ପୁଲିସ ଘଟଣାସ୍ଥଳରେ ପହଞ୍ଚି ମୃତଦେହକୁ ଜବତ କରି ବ୍ୟବଚ୍ଛେଦ ପାଇଁ ପଠାଇଛି । ଗାଡ଼ି ଦୁଇଟିକୁ ଜବତ କରି ମାମଲା ରୁଜୁ କରାଯାଇ ତଦନ୍ତ ଚାଲିଛି । ଦୁର୍ଘଟଣାରେ ଆହତ ମାନଙ୍କ ସ୍ୱାସ୍ଥ୍ୟାବସ୍ଥା ସ୍ଥିର ରହିଥିବା ଡାକ୍ତର ସୂଚନା ଦେଇଛନ୍ତି । ବୋଲେରୋ ପଛପଟୁ (୨,)ଗୁରୁତର ହୋଇଯାଇଛନ୍ତି ।: [586, 527, 1043, 575]
article-adalat-body: [1059, 333, 1537, 666]
headline-murder-line2: ପିନ୍ଧା ଲୁଗାରୁ ଅଭିଯୁକ୍ତକୁ ଠାବ କରିଥିଲା ପୁଲିସ: [1129, 710, 1466, 732]
body-text: ହାଇବ୍ରିଡ଼ ଲଙ୍କା ଛେଳି ଆଣି ପୋଷୁଥିଲେ । ୧୬ ଗୋଟି ଛେଳିରୁ ବର୍ତ୍ତମାନ ୬୩ ଗୋଟି ଛେଳି ହୋଇଛନ୍ତି । ଗୁଲସନଙ୍କ ସ୍ତ୍ରୀ ସ୍ୱର୍ଣ୍ଣଲତା ନାୟକ ମଧ +୩ ସାଇନ୍ସ କରି ଚାକିରୀ ନ ମିଳିବା ଯୋଗୁଁ ସ୍ୱାମୀଙ୍କୁ ଛେଳି ଚରାଇବାରେ ସହଯୋଗ କରୁଛନ୍ତି । ହାଇବ୍ରିଡ଼ ଲଙ୍କା ଛେଳି ଚାଷ କରି ନିଜ ପରିବାର ଚଳାଇବା ସହ ଅଂଚଳରେ ରହିଥିବା ବେକାରୀ ଯୁବକଙ୍କୁ ଛେଳି ଚାଷ କରିବାକୁ ପ୍ରେରଣା ଦେଉଛନ୍ତି । ଲଙ୍କା ଛେଳି ସ୍ୱାବଲମ୍ବୀ କରୁଥିବା ଚର୍ଚ୍ଚାରେ ଜଣେ ସଫଳ ଚାଷୀ ଭାବେ କନ୍ଧମାଳ ଜିଲ୍ଲା ଅନ୍ତର୍ଗତ ଦାସିଙ୍ଗବାଡ଼ିରେ ପରିଚିତ ହୋଇଛନ୍ତି ।: [1397, 1438, 1537, 1602]
table: [31, 2138, 298, 2195]
balloon: [185, 1996, 209, 2024]
bird-icon: [83, 129, 118, 152]
balloon: [139, 2002, 161, 2029]
person-figure: [141, 395, 182, 513]
person-figure: [660, 1398, 694, 1492]
temple-photo: [1116, 14, 1291, 204]
souvenir-book: [618, 1984, 631, 2000]
article-farmer-union-body: [31, 1291, 570, 1840]
person-figure: [737, 1415, 770, 1492]
photo-congress-delegation: [31, 343, 570, 513]
person-figure: [861, 1415, 894, 1492]
temple-photo: [967, 14, 1121, 204]
masthead-dateline: [442, 184, 869, 207]
column-divider: [1052, 213, 1053, 2365]
body-text: ହେଲୋଇଁ ଏୟୁଥ ଗ୍ରୁପ ଓ ସ୍ଥାନୀୟ ଅଞ୍ଚଳବାସୀଙ୍କ ସହଯୋଗରେ ନେକ୍ସ ସ ହେଲ୍ପ ଫାଉଣ୍ଡେସନ ପକ୍ଷରୁ ଏକ ରକ୍ତଦାନ ଶିବିର ଅନୁଷ୍ଠିତ ହୋଇଯାଇଛି । ଏହି ଶିବିରରେ ଯୁବକ ଯୁବତୀ ମାନେ ଉତ୍ସାହର ସହ ଭାଗ ନେଇ ରକ୍ତଦାନ କରିଥିଲେ । ସମୁଦାୟ ୨୨ ୟୁନିଟ ରକ୍ତ ସଂଗ୍ରହ କରାଯାଇ ବ୍ଲଡ଼ ବ୍ୟାଙ୍କକୁ ହସ୍ତାନ୍ତର କରାଯାଇଛି । ଗ୍ରୀଷ୍ମ ଋତୁରେ ରକ୍ତ ଅଭାବ ଦୂର କରିବା ଲକ୍ଷ୍ୟରେ ଏହି ଶିବିର ଆୟୋଜନ କରାଯାଇଥିଲା । ରକ୍ତଦାତା ମାନଙ୍କୁ ପ୍ରମାଣପତ୍ର ପ୍ରଦାନ କରାଯାଇଥିଲା । ଆଗକୁ ମଧ୍ୟ ଏଭଳି ଶିବିର ଅନୁଷ୍ଠିତ ହେବ ବୋଲି ଫାଉଣ୍ଡେସନ ପକ୍ଷରୁ ସୂଚନା ଦିଆଯାଇଛି । ରକ୍ତଦାନ ମହାଦାନ ବାର୍ତ୍ତା ପ୍ରଚାର କରାଯାଇ ଅଧିକ ଯୁବକଙ୍କୁ ରକ୍ତଦାନ ପାଇଁ ଆଗେଇ ଆସିବାକୁ ଆହ୍ୱାନ ଦିଆଯାଇଥିଲା ।: [1059, 2139, 1537, 2213]
body-text: ଜମ୍ମୁ କାଶ୍ମୀରର ପହଲଗାମ ଠାରେ ଆତଙ୍କବାଦୀଙ୍କ ଆକ୍ରମଣରେ ପ୍ରାଣ ହରାଇଥିବା ନିରୀହ ପର୍ଯ୍ୟଟକ ମାନଙ୍କ ପ୍ରତି ଶ୍ରଦ୍ଧାଞ୍ଜଳି ଜଣାଇ ସ୍ଥାନୀୟ ଅଞ୍ଚଳରେ କ୍ୟାଣ୍ଡେଲ ଶୋଭାଯାତ୍ରା ଅନୁଷ୍ଠିତ ହୋଇଯାଇଛି । ଶହ ଶହ ଯୁବକ, ଛାତ୍ରଛାତ୍ରୀ ଓ ବୟୋଜ୍ୟେଷ୍ଠ ନାଗରିକ ହାତରେ ଜଳନ୍ତା ମହମବତୀ ଧରି ସହରର ମୁଖ୍ୟ ରାସ୍ତା ପରିକ୍ରମା କରିଥିଲେ । ଆତଙ୍କବାଦ ବିରୋଧରେ ସ୍ଲୋଗାନ ସହିତ ଭାରତ ମାତା କି ଜୟ ଓ ବନ୍ଦେ ମାତରଂ ଧ୍ୱନୀ ଦେଇ କ୍ୟାଣ୍ଡେଲ ଶୋଭାଯାତ୍ରା କରିଥିଲେ । ମୃତ ପର୍ଯ୍ୟଟକ ମାନଙ୍କ ପରିବାରକୁ ତୁରନ୍ତ ସରକାରୀ ସହାୟତା ଯୋଗାଇ ଦେବାକୁ ଦାବି ହୋଇଛି । ଶୋଭାଯାତ୍ରାରେ ବିଭିନ୍ନ ଅନୁଷ୍ଠାନର କର୍ମକର୍ତ୍ତା, ବ୍ୟବସାୟୀ ସଂଘ ଓ ମହିଳା ସଂଗଠନର ସଦସ୍ୟ ମାନେ ଯୋଗ ଦେଇ ଆତଙ୍କବାଦର ମୂଳୋତ୍ପାଟନ ପାଇଁ ଦାବି କରିଥିଲେ ।: [586, 1500, 1043, 1574]
headline-adalat-line2: ୨୦୨୫ରେ ରାଷ୍ଟ୍ରୀୟ ଲୋକ ଅଦାଲତ: [1119, 273, 1477, 304]
person-figure: [193, 410, 234, 513]
byline: ଜଳେଶ୍ୱର, ୨୭/୦୪ (ଆ.ପ୍ର) :: [1059, 2139, 1161, 2148]
registration-mark: +: [3, 67, 11, 82]
headline-candle-line2: ମାନଙ୍କ ପାଇଁ କ୍ୟାଣ୍ଡେଲ ଶୋଭାଯାତ୍ରା: [659, 1271, 970, 1293]
headline-mela-line2: ମେଲାର ଉଦ୍ଯାପନୀ ଉସବ: [702, 1778, 928, 1804]
article-murder-lead: [1059, 750, 1208, 1119]
balloon: [93, 1997, 116, 2025]
souvenir-book: [1010, 1975, 1024, 1992]
article-mela-body: [586, 2108, 1043, 2365]
dancers-photo: [1445, 14, 1557, 204]
person-figure: [376, 405, 418, 513]
dancer-figure: [1502, 86, 1529, 114]
body-text: ମୃତାଙ୍କ ନାତି କରନ ଓ ତାଙ୍କ ଭାଇଙ୍କ ଶଳା କରନ ସହ ମିଶି ବୃଦ୍ଧାଙ୍କ ତଂଟି ଚିପି ମାରିଦେଇଥିଲେ । ପରେ ପ୍ରମାଣ ଲିଭାଇବାକୁ ଯାଇ ହାତଗୋଡ଼ ବାନ୍ଧି ଶବକୁ ପୋଖରୀରେ ଫିଙ୍ଗି ଦେଇଥିଲେ ।: [1213, 923, 1537, 958]
headline-candle-line1: ଆତଙ୍କବାଦୀଙ୍କ ଆକ୍ରମଣରେ ମୃତ ପର୍ଯ୍ୟଟକ: [636, 1230, 993, 1252]
farmer-head: [1123, 1448, 1149, 1474]
article-fire-body: [586, 1079, 1043, 1223]
body-text: ନୂଆପଡ଼ା ଜିଲ୍ଲା କୋମନା ଥାନା ଟିକ୍ରାପଡ଼ାର ବୃଦ୍ଧା ହୀରାଦେଇ ପହରିଆଙ୍କ ହତ୍ୟା ଘଟଣାରେ ଗଣ୍ଡାରାମ ପହରିଆଙ୍କୁ ପୁଲିସ ଗିରଫ କରି କୋର୍ଟଚାଲାଣ କରିଛି । ଆଜି କୋମନା ଥାନାରେ ଆୟୋଜିତ ସାମ୍ବାଦିକ ସମ୍ମିଳନୀରେ ଏସପି ଏହି ସୂଚନା ଦେଇଛନ୍ତି । ବୃଦ୍ଧାଙ୍କୁ ଘରେ ଏକୁଟିଆ ରଖିବାକୁ ଦେଉଥିଲେ ମଧ୍ୟରେ ବୁଡୁ ପହରିଆ ସହ ପରେ ହୀରାଦେଇ ଙ୍କୁ ଟଙ୍କା ଦେଲେ ନାହିଁ ।: [1059, 751, 1208, 863]
masthead-dateline-text: ସୋମବାର, ୨୮ ଅପ୍ରେଲ,୨୦୨୪ : ବାଲେଶ୍ୱର : ପୃଷ୍ଠା -୪: [503, 184, 807, 199]
section-rule: [586, 664, 1043, 665]
masthead-right-photo-montage: [967, 14, 1557, 204]
